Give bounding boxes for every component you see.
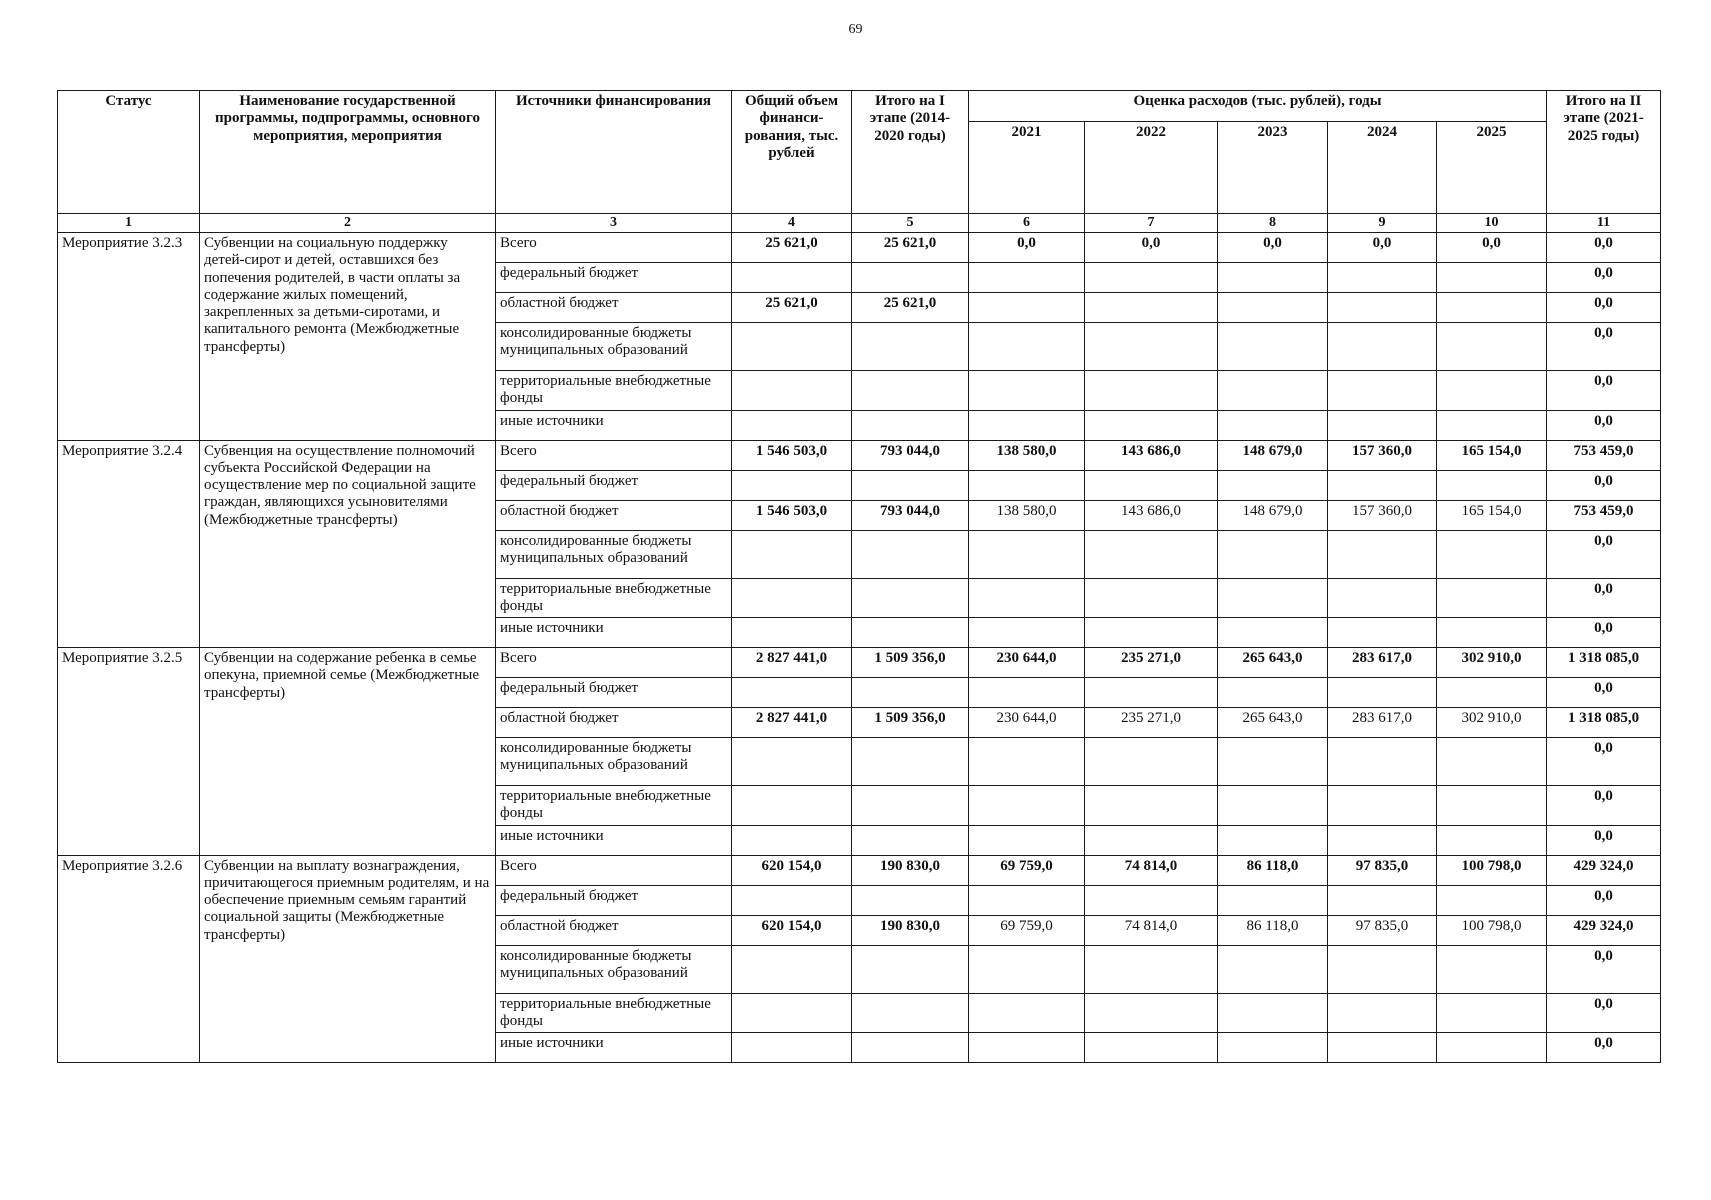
amount-y2023 xyxy=(1218,618,1328,648)
amount-stage1 xyxy=(852,323,969,371)
column-index: 6 xyxy=(969,214,1085,233)
column-index: 11 xyxy=(1547,214,1661,233)
amount-y2022 xyxy=(1085,578,1218,618)
column-index: 4 xyxy=(732,214,852,233)
amount-stage2: 0,0 xyxy=(1547,470,1661,500)
amount-y2023 xyxy=(1218,1033,1328,1063)
table-row xyxy=(58,440,1661,470)
amount-stage1: 190 830,0 xyxy=(852,915,969,945)
amount-y2022 xyxy=(1085,263,1218,293)
amount-y2023: 265 643,0 xyxy=(1218,708,1328,738)
header-stage2: Итого на II этапе (2021-2025 годы) xyxy=(1547,91,1661,214)
amount-stage2: 0,0 xyxy=(1547,993,1661,1033)
funding-source: областной бюджет xyxy=(496,293,732,323)
column-index: 7 xyxy=(1085,214,1218,233)
funding-source: иные источники xyxy=(496,825,732,855)
measure-name: Субвенции на содержание ребенка в семье опекуна, приемной семье (Межбюджетные трансферты) xyxy=(200,648,496,856)
amount-y2025 xyxy=(1437,678,1547,708)
amount-y2022: 235 271,0 xyxy=(1085,648,1218,678)
amount-stage1: 793 044,0 xyxy=(852,440,969,470)
amount-total xyxy=(732,825,852,855)
amount-stage1: 25 621,0 xyxy=(852,293,969,323)
amount-stage1 xyxy=(852,825,969,855)
amount-y2022 xyxy=(1085,470,1218,500)
amount-y2025 xyxy=(1437,885,1547,915)
amount-y2025 xyxy=(1437,470,1547,500)
amount-total xyxy=(732,578,852,618)
measure-name: Субвенция на осуществление полномочий субъекта Российской Федерации на осуществление мер по социальной защите граждан, являющихся усыновителями (Межбюджетные трансферты) xyxy=(200,440,496,648)
amount-stage1: 190 830,0 xyxy=(852,855,969,885)
amount-stage1 xyxy=(852,885,969,915)
amount-total xyxy=(732,371,852,411)
amount-y2021: 69 759,0 xyxy=(969,855,1085,885)
amount-total xyxy=(732,1033,852,1063)
amount-stage1: 793 044,0 xyxy=(852,500,969,530)
amount-y2023 xyxy=(1218,738,1328,786)
amount-total xyxy=(732,410,852,440)
amount-y2025: 302 910,0 xyxy=(1437,648,1547,678)
amount-stage1 xyxy=(852,263,969,293)
funding-source: иные источники xyxy=(496,410,732,440)
measure-status: Мероприятие 3.2.3 xyxy=(58,233,200,441)
amount-y2024 xyxy=(1328,293,1437,323)
amount-y2023 xyxy=(1218,371,1328,411)
amount-stage2: 0,0 xyxy=(1547,233,1661,263)
amount-y2024 xyxy=(1328,945,1437,993)
amount-y2023 xyxy=(1218,263,1328,293)
header-source: Источники финансирования xyxy=(496,91,732,214)
amount-y2025 xyxy=(1437,323,1547,371)
amount-total: 25 621,0 xyxy=(732,233,852,263)
amount-y2022 xyxy=(1085,1033,1218,1063)
amount-y2022 xyxy=(1085,530,1218,578)
amount-y2022 xyxy=(1085,993,1218,1033)
amount-y2025 xyxy=(1437,530,1547,578)
amount-stage1: 1 509 356,0 xyxy=(852,708,969,738)
amount-stage2: 1 318 085,0 xyxy=(1547,708,1661,738)
amount-y2024: 283 617,0 xyxy=(1328,708,1437,738)
amount-y2021: 138 580,0 xyxy=(969,500,1085,530)
funding-source: территориальные внебюджетные фонды xyxy=(496,578,732,618)
amount-y2024 xyxy=(1328,678,1437,708)
amount-stage2: 0,0 xyxy=(1547,530,1661,578)
amount-y2025: 0,0 xyxy=(1437,233,1547,263)
amount-y2021: 138 580,0 xyxy=(969,440,1085,470)
amount-y2021 xyxy=(969,786,1085,826)
amount-y2024 xyxy=(1328,371,1437,411)
funding-source: иные источники xyxy=(496,1033,732,1063)
amount-y2021 xyxy=(969,323,1085,371)
funding-source: федеральный бюджет xyxy=(496,678,732,708)
amount-stage2: 0,0 xyxy=(1547,410,1661,440)
amount-y2021 xyxy=(969,885,1085,915)
amount-stage2: 753 459,0 xyxy=(1547,500,1661,530)
amount-total xyxy=(732,263,852,293)
amount-y2023 xyxy=(1218,945,1328,993)
amount-stage1 xyxy=(852,410,969,440)
amount-y2023 xyxy=(1218,323,1328,371)
funding-source: территориальные внебюджетные фонды xyxy=(496,786,732,826)
amount-y2021 xyxy=(969,263,1085,293)
amount-y2025 xyxy=(1437,993,1547,1033)
amount-total xyxy=(732,993,852,1033)
amount-stage1 xyxy=(852,578,969,618)
header-year: 2024 xyxy=(1328,122,1437,214)
amount-y2024 xyxy=(1328,530,1437,578)
amount-y2022 xyxy=(1085,323,1218,371)
funding-source: федеральный бюджет xyxy=(496,885,732,915)
funding-source: Всего xyxy=(496,855,732,885)
amount-y2023 xyxy=(1218,825,1328,855)
amount-y2021 xyxy=(969,371,1085,411)
amount-y2024 xyxy=(1328,470,1437,500)
amount-y2023: 86 118,0 xyxy=(1218,915,1328,945)
amount-total: 1 546 503,0 xyxy=(732,440,852,470)
amount-y2023 xyxy=(1218,470,1328,500)
amount-y2024: 97 835,0 xyxy=(1328,915,1437,945)
funding-source: федеральный бюджет xyxy=(496,263,732,293)
amount-y2025: 100 798,0 xyxy=(1437,855,1547,885)
amount-y2022 xyxy=(1085,410,1218,440)
funding-source: областной бюджет xyxy=(496,915,732,945)
amount-y2021 xyxy=(969,1033,1085,1063)
amount-stage1 xyxy=(852,371,969,411)
amount-y2025 xyxy=(1437,825,1547,855)
page-number: 69 xyxy=(848,22,863,37)
funding-table xyxy=(57,90,1661,1063)
amount-total xyxy=(732,738,852,786)
amount-total: 2 827 441,0 xyxy=(732,648,852,678)
amount-stage2: 0,0 xyxy=(1547,371,1661,411)
amount-y2022: 0,0 xyxy=(1085,233,1218,263)
amount-y2024 xyxy=(1328,263,1437,293)
amount-y2022 xyxy=(1085,786,1218,826)
amount-y2021 xyxy=(969,738,1085,786)
amount-y2024: 97 835,0 xyxy=(1328,855,1437,885)
column-index: 1 xyxy=(58,214,200,233)
funding-source: территориальные внебюджетные фонды xyxy=(496,371,732,411)
amount-stage2: 0,0 xyxy=(1547,786,1661,826)
amount-total xyxy=(732,678,852,708)
measure-name: Субвенции на социальную поддержку детей-сирот и детей, оставшихся без попечения родителей, в части оплаты за содержание жилых помещений, закрепленных за детьми-сиротами, и капитального ремонта (Межбюджетные трансферты) xyxy=(200,233,496,441)
amount-total: 2 827 441,0 xyxy=(732,708,852,738)
funding-source: консолидированные бюджеты муниципальных образований xyxy=(496,738,732,786)
amount-y2022 xyxy=(1085,371,1218,411)
amount-total: 25 621,0 xyxy=(732,293,852,323)
amount-y2025 xyxy=(1437,371,1547,411)
amount-stage2: 0,0 xyxy=(1547,825,1661,855)
amount-y2021 xyxy=(969,993,1085,1033)
column-index: 8 xyxy=(1218,214,1328,233)
table-row xyxy=(58,855,1661,885)
amount-y2025 xyxy=(1437,1033,1547,1063)
amount-stage1 xyxy=(852,530,969,578)
amount-stage1 xyxy=(852,1033,969,1063)
amount-y2024 xyxy=(1328,786,1437,826)
amount-stage2: 0,0 xyxy=(1547,678,1661,708)
funding-source: Всего xyxy=(496,440,732,470)
amount-y2023 xyxy=(1218,293,1328,323)
table-row xyxy=(58,648,1661,678)
amount-y2024 xyxy=(1328,1033,1437,1063)
measure-status: Мероприятие 3.2.6 xyxy=(58,855,200,1063)
amount-y2021 xyxy=(969,293,1085,323)
table-body xyxy=(58,233,1661,1063)
amount-stage2: 0,0 xyxy=(1547,293,1661,323)
amount-total: 620 154,0 xyxy=(732,855,852,885)
funding-source: консолидированные бюджеты муниципальных образований xyxy=(496,945,732,993)
funding-source: областной бюджет xyxy=(496,500,732,530)
amount-y2023 xyxy=(1218,678,1328,708)
amount-y2024 xyxy=(1328,885,1437,915)
funding-source: федеральный бюджет xyxy=(496,470,732,500)
amount-y2022 xyxy=(1085,678,1218,708)
amount-stage1: 25 621,0 xyxy=(852,233,969,263)
amount-y2021: 230 644,0 xyxy=(969,648,1085,678)
amount-y2024 xyxy=(1328,738,1437,786)
amount-y2022 xyxy=(1085,618,1218,648)
amount-y2025: 165 154,0 xyxy=(1437,500,1547,530)
amount-stage2: 429 324,0 xyxy=(1547,915,1661,945)
amount-y2022 xyxy=(1085,825,1218,855)
table-row xyxy=(58,233,1661,263)
amount-y2025 xyxy=(1437,263,1547,293)
funding-source: консолидированные бюджеты муниципальных образований xyxy=(496,323,732,371)
measure-name: Субвенции на выплату вознаграждения, причитающегося приемным родителям, и на обеспечение приемным семьям гарантий социальной защиты (Межбюджетные трансферты) xyxy=(200,855,496,1063)
table-header xyxy=(58,91,1661,233)
amount-y2024 xyxy=(1328,323,1437,371)
amount-y2025 xyxy=(1437,786,1547,826)
amount-stage1: 1 509 356,0 xyxy=(852,648,969,678)
funding-source: иные источники xyxy=(496,618,732,648)
amount-y2023: 148 679,0 xyxy=(1218,440,1328,470)
amount-stage2: 429 324,0 xyxy=(1547,855,1661,885)
amount-y2022 xyxy=(1085,885,1218,915)
amount-total xyxy=(732,945,852,993)
amount-y2021 xyxy=(969,470,1085,500)
amount-y2025: 302 910,0 xyxy=(1437,708,1547,738)
amount-stage2: 0,0 xyxy=(1547,578,1661,618)
measure-status: Мероприятие 3.2.5 xyxy=(58,648,200,856)
amount-stage1 xyxy=(852,945,969,993)
amount-y2024: 283 617,0 xyxy=(1328,648,1437,678)
amount-y2023 xyxy=(1218,530,1328,578)
index-row xyxy=(58,214,1661,233)
amount-y2022: 143 686,0 xyxy=(1085,440,1218,470)
amount-y2024 xyxy=(1328,825,1437,855)
amount-y2024: 0,0 xyxy=(1328,233,1437,263)
amount-y2025 xyxy=(1437,410,1547,440)
amount-total xyxy=(732,470,852,500)
amount-y2022 xyxy=(1085,293,1218,323)
column-index: 5 xyxy=(852,214,969,233)
amount-y2021: 0,0 xyxy=(969,233,1085,263)
amount-y2024 xyxy=(1328,618,1437,648)
amount-total: 1 546 503,0 xyxy=(732,500,852,530)
amount-y2025 xyxy=(1437,618,1547,648)
amount-stage2: 0,0 xyxy=(1547,1033,1661,1063)
amount-total: 620 154,0 xyxy=(732,915,852,945)
amount-y2022: 235 271,0 xyxy=(1085,708,1218,738)
amount-stage1 xyxy=(852,738,969,786)
amount-stage2: 0,0 xyxy=(1547,738,1661,786)
amount-y2021: 230 644,0 xyxy=(969,708,1085,738)
amount-stage1 xyxy=(852,618,969,648)
amount-y2022: 143 686,0 xyxy=(1085,500,1218,530)
header-stage1: Итого на I этапе (2014-2020 годы) xyxy=(852,91,969,214)
amount-total xyxy=(732,323,852,371)
amount-y2021 xyxy=(969,945,1085,993)
amount-stage1 xyxy=(852,678,969,708)
header-year: 2023 xyxy=(1218,122,1328,214)
amount-y2024 xyxy=(1328,578,1437,618)
amount-y2023 xyxy=(1218,578,1328,618)
column-index: 9 xyxy=(1328,214,1437,233)
amount-y2024: 157 360,0 xyxy=(1328,440,1437,470)
amount-total xyxy=(732,530,852,578)
amount-y2024 xyxy=(1328,993,1437,1033)
amount-y2022 xyxy=(1085,945,1218,993)
amount-total xyxy=(732,786,852,826)
amount-stage2: 0,0 xyxy=(1547,323,1661,371)
amount-stage2: 0,0 xyxy=(1547,263,1661,293)
amount-y2023: 148 679,0 xyxy=(1218,500,1328,530)
column-index: 3 xyxy=(496,214,732,233)
amount-y2023 xyxy=(1218,993,1328,1033)
header-estimate: Оценка расходов (тыс. рублей), годы xyxy=(969,91,1547,122)
header-status: Статус xyxy=(58,91,200,214)
amount-y2023 xyxy=(1218,410,1328,440)
amount-y2023 xyxy=(1218,786,1328,826)
amount-stage2: 1 318 085,0 xyxy=(1547,648,1661,678)
amount-stage2: 753 459,0 xyxy=(1547,440,1661,470)
amount-total xyxy=(732,885,852,915)
header-year: 2025 xyxy=(1437,122,1547,214)
funding-source: территориальные внебюджетные фонды xyxy=(496,993,732,1033)
amount-y2024 xyxy=(1328,410,1437,440)
amount-y2025 xyxy=(1437,293,1547,323)
header-total: Общий объем финанси-рования, тыс. рублей xyxy=(732,91,852,214)
amount-y2021 xyxy=(969,618,1085,648)
amount-y2025 xyxy=(1437,945,1547,993)
header-year: 2021 xyxy=(969,122,1085,214)
amount-y2025: 100 798,0 xyxy=(1437,915,1547,945)
header-name: Наименование государственной программы, подпрограммы, основного мероприятия, мероприятия xyxy=(200,91,496,214)
amount-y2023: 86 118,0 xyxy=(1218,855,1328,885)
amount-stage1 xyxy=(852,470,969,500)
amount-y2021 xyxy=(969,530,1085,578)
amount-y2025 xyxy=(1437,738,1547,786)
amount-y2022: 74 814,0 xyxy=(1085,855,1218,885)
amount-y2025 xyxy=(1437,578,1547,618)
funding-source: областной бюджет xyxy=(496,708,732,738)
amount-y2021 xyxy=(969,578,1085,618)
funding-source: Всего xyxy=(496,233,732,263)
column-index: 10 xyxy=(1437,214,1547,233)
header-year: 2022 xyxy=(1085,122,1218,214)
amount-y2021 xyxy=(969,825,1085,855)
measure-status: Мероприятие 3.2.4 xyxy=(58,440,200,648)
amount-y2024: 157 360,0 xyxy=(1328,500,1437,530)
amount-stage2: 0,0 xyxy=(1547,618,1661,648)
amount-y2023: 0,0 xyxy=(1218,233,1328,263)
amount-stage2: 0,0 xyxy=(1547,945,1661,993)
amount-stage1 xyxy=(852,993,969,1033)
amount-y2022: 74 814,0 xyxy=(1085,915,1218,945)
amount-y2021 xyxy=(969,410,1085,440)
amount-y2021: 69 759,0 xyxy=(969,915,1085,945)
amount-y2022 xyxy=(1085,738,1218,786)
amount-total xyxy=(732,618,852,648)
amount-y2021 xyxy=(969,678,1085,708)
column-index: 2 xyxy=(200,214,496,233)
amount-stage2: 0,0 xyxy=(1547,885,1661,915)
amount-y2023 xyxy=(1218,885,1328,915)
amount-y2025: 165 154,0 xyxy=(1437,440,1547,470)
amount-y2023: 265 643,0 xyxy=(1218,648,1328,678)
funding-source: консолидированные бюджеты муниципальных образований xyxy=(496,530,732,578)
funding-source: Всего xyxy=(496,648,732,678)
amount-stage1 xyxy=(852,786,969,826)
